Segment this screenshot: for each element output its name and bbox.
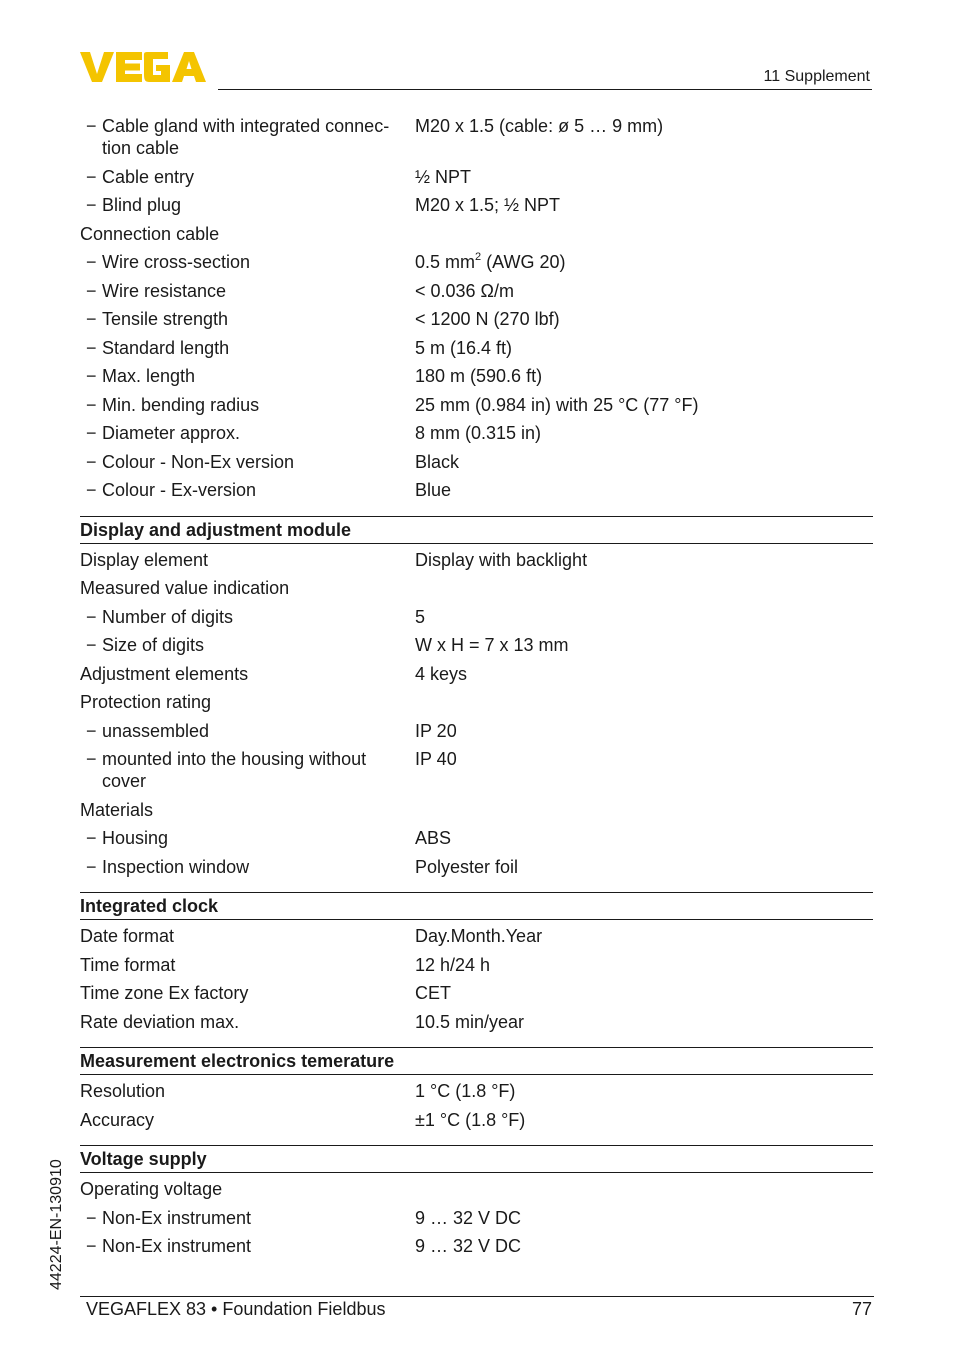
spec-label-text: Rate deviation max.	[80, 1011, 240, 1032]
document-code: 44224-EN-130910	[48, 1159, 65, 1290]
spec-label	[80, 365, 415, 387]
spec-value	[415, 1011, 873, 1033]
spec-label	[80, 1109, 415, 1131]
spec-label-text: − Max. length	[102, 366, 196, 386]
spec-label-text: Date format	[80, 926, 175, 946]
spec-label	[80, 748, 415, 792]
spec-value	[415, 479, 873, 501]
spec-subrow	[80, 717, 873, 746]
spec-subrow	[80, 824, 873, 853]
spec-value-text: 1 °C (1.8 °F)	[415, 1081, 516, 1101]
spec-label-text: Materials	[80, 799, 154, 820]
spec-subrow	[80, 631, 873, 660]
spec-label-text: − Blind plug	[102, 195, 182, 215]
spec-subrow	[80, 305, 873, 334]
spec-value-text: 8 mm (0.315 in)	[415, 423, 542, 443]
spec-value	[415, 223, 873, 245]
spec-value-text: 5	[415, 606, 426, 627]
spec-row	[80, 796, 873, 825]
spec-label	[80, 479, 415, 501]
spec-subrow	[80, 853, 873, 882]
spec-subrow	[80, 419, 873, 448]
spec-label	[80, 337, 415, 359]
section-heading: Measurement electronics temerature	[80, 1047, 873, 1075]
spec-value	[415, 748, 873, 792]
spec-value-text: M20 x 1.5; ½ NPT	[415, 195, 561, 215]
spec-label-text: Time zone Ex factory	[80, 983, 249, 1003]
section-heading: Integrated clock	[80, 892, 873, 920]
spec-label	[80, 1080, 415, 1102]
spec-label	[80, 1178, 415, 1200]
spec-value	[415, 1207, 873, 1229]
spec-value-text: M20 x 1.5 (cable: ø 5 … 9 mm)	[415, 116, 664, 136]
spec-label-text: − Housing	[102, 828, 169, 848]
spec-label-text: − Number of digits	[102, 606, 234, 627]
spec-value	[415, 577, 873, 599]
spec-value-suffix: (AWG 20)	[481, 252, 566, 272]
spec-label-text: Operating voltage	[80, 1179, 223, 1199]
spec-value	[415, 606, 873, 628]
spec-label	[80, 1011, 415, 1033]
spec-subrow	[80, 191, 873, 220]
spec-label-text: − Colour - Non-Ex version	[102, 451, 295, 472]
spec-value-text: 5 m (16.4 ft)	[415, 337, 513, 358]
spec-value	[415, 1235, 873, 1257]
spec-value	[415, 337, 873, 359]
spec-label-text: − Tensile strength	[102, 309, 229, 329]
spec-label-text: Connection cable	[80, 223, 220, 244]
spec-label-text: Measured value indication	[80, 578, 290, 598]
spec-label-text: − Min. bending radius	[102, 394, 260, 415]
spec-subrow	[80, 334, 873, 363]
spec-label-text: − Non-Ex instrument	[102, 1207, 252, 1228]
spec-value-text: W x H = 7 x 13 mm	[415, 635, 569, 655]
spec-label-text: − Size of digits	[102, 635, 205, 655]
spec-label	[80, 691, 415, 713]
spec-value	[415, 394, 873, 416]
spec-value-text: 9 … 32 V DC	[415, 1236, 522, 1256]
section-heading: Display and adjustment module	[80, 516, 873, 544]
spec-subrow	[80, 603, 873, 632]
spec-value-text: 25 mm (0.984 in) with 25 °C (77 °F)	[415, 394, 699, 415]
spec-subrow	[80, 362, 873, 391]
spec-label	[80, 634, 415, 656]
spec-value-text: Polyester foil	[415, 856, 519, 877]
spec-label	[80, 115, 415, 159]
spec-label	[80, 827, 415, 849]
spec-row	[80, 220, 873, 249]
spec-label-line: − mounted into the housing without	[102, 749, 367, 769]
spec-row	[80, 660, 873, 689]
spec-label	[80, 251, 415, 273]
spec-label-text: − Standard length	[102, 337, 230, 358]
spec-value	[415, 856, 873, 878]
spec-label	[80, 856, 415, 878]
spec-value	[415, 280, 873, 302]
spec-row	[80, 1008, 873, 1037]
spec-row	[80, 574, 873, 603]
spec-value-text: < 1200 N (270 lbf)	[415, 309, 560, 329]
spec-value	[415, 251, 873, 273]
spec-label	[80, 982, 415, 1004]
spec-label-text: − Wire cross-section	[102, 252, 251, 272]
spec-value-text: Day.Month.Year	[415, 926, 543, 946]
spec-label	[80, 308, 415, 330]
spec-value	[415, 451, 873, 473]
spec-row	[80, 688, 873, 717]
spec-label-line: tion cable	[102, 138, 180, 158]
spec-label-line: − Cable gland with integrated connec-	[102, 116, 390, 136]
spec-table	[80, 112, 873, 1261]
footer-product: VEGAFLEX 83 • Foundation Fieldbus	[86, 1299, 386, 1319]
spec-label	[80, 422, 415, 444]
spec-value-text: ½ NPT	[415, 166, 472, 187]
spec-row	[80, 979, 873, 1008]
spec-label-text: − Diameter approx.	[102, 423, 241, 443]
spec-value	[415, 194, 873, 216]
spec-value	[415, 954, 873, 976]
spec-value	[415, 799, 873, 821]
spec-value-superscript: 2	[475, 251, 482, 263]
spec-value-text: 4 keys	[415, 663, 468, 684]
spec-label-text: Accuracy	[80, 1109, 155, 1130]
spec-subrow	[80, 277, 873, 306]
spec-subrow	[80, 163, 873, 192]
spec-subrow	[80, 476, 873, 505]
header-rule	[218, 89, 872, 90]
section-title: 11 Supplement	[763, 68, 870, 85]
spec-label	[80, 720, 415, 742]
spec-row	[80, 922, 873, 951]
spec-value-text: ±1 °C (1.8 °F)	[415, 1109, 526, 1130]
spec-value-text: Display with backlight	[415, 549, 588, 570]
spec-row	[80, 1175, 873, 1204]
spec-subrow	[80, 248, 873, 277]
spec-value-text: IP 20	[415, 720, 457, 741]
spec-label-text: Adjustment elements	[80, 663, 249, 684]
spec-value-text: CET	[415, 983, 451, 1003]
spec-row	[80, 1106, 873, 1135]
spec-label	[80, 166, 415, 188]
spec-value	[415, 982, 873, 1004]
spec-label-text: − Cable entry	[102, 166, 195, 187]
spec-value-text: Blue	[415, 480, 452, 500]
spec-label	[80, 194, 415, 216]
spec-value	[415, 308, 873, 330]
spec-row	[80, 546, 873, 575]
spec-value-text: IP 40	[415, 749, 457, 769]
spec-label	[80, 606, 415, 628]
section-heading: Voltage supply	[80, 1145, 873, 1173]
spec-subrow	[80, 391, 873, 420]
spec-value	[415, 422, 873, 444]
spec-label	[80, 925, 415, 947]
spec-label	[80, 1235, 415, 1257]
spec-value	[415, 691, 873, 713]
spec-value-text: < 0.036 Ω/m	[415, 280, 515, 301]
spec-value	[415, 549, 873, 571]
spec-subrow	[80, 448, 873, 477]
spec-label	[80, 549, 415, 571]
spec-subrow	[80, 1204, 873, 1233]
spec-value	[415, 166, 873, 188]
spec-label-text: Resolution	[80, 1081, 166, 1101]
spec-value-text: 180 m (590.6 ft)	[415, 366, 543, 386]
spec-label-line: cover	[102, 771, 147, 791]
spec-label	[80, 394, 415, 416]
page-number: 77	[851, 1299, 872, 1319]
spec-value	[415, 365, 873, 387]
spec-value	[415, 827, 873, 849]
spec-label	[80, 954, 415, 976]
spec-label	[80, 280, 415, 302]
spec-label-text: − Inspection window	[102, 856, 250, 877]
spec-value	[415, 1178, 873, 1200]
spec-value	[415, 634, 873, 656]
spec-label-text: − Colour - Ex-version	[102, 480, 257, 500]
spec-label	[80, 799, 415, 821]
spec-label	[80, 223, 415, 245]
footer-rule	[80, 1296, 874, 1297]
spec-label-text: Time format	[80, 954, 176, 975]
spec-label	[80, 1207, 415, 1229]
spec-label-text: Display element	[80, 549, 209, 570]
spec-value	[415, 115, 873, 159]
vega-logo	[80, 50, 212, 84]
spec-row	[80, 951, 873, 980]
spec-label	[80, 577, 415, 599]
spec-label-text: − Wire resistance	[102, 280, 227, 301]
spec-value-text: ABS	[415, 828, 452, 848]
spec-subrow	[80, 112, 873, 163]
spec-row	[80, 1077, 873, 1106]
spec-value	[415, 663, 873, 685]
spec-label	[80, 451, 415, 473]
spec-value	[415, 1109, 873, 1131]
spec-value	[415, 925, 873, 947]
spec-value	[415, 1080, 873, 1102]
spec-value-text: 12 h/24 h	[415, 954, 491, 975]
spec-label-text: − Non-Ex instrument	[102, 1236, 252, 1256]
spec-value	[415, 720, 873, 742]
spec-label-text: − unassembled	[102, 720, 210, 741]
spec-label	[80, 663, 415, 685]
spec-subrow	[80, 1232, 873, 1261]
spec-value-text: 0.5 mm	[415, 252, 476, 272]
spec-value-text: Black	[415, 451, 460, 472]
spec-label-text: Protection rating	[80, 692, 212, 712]
spec-value-text: 10.5 min/year	[415, 1011, 525, 1032]
spec-value-text: 9 … 32 V DC	[415, 1207, 522, 1228]
spec-subrow	[80, 745, 873, 796]
